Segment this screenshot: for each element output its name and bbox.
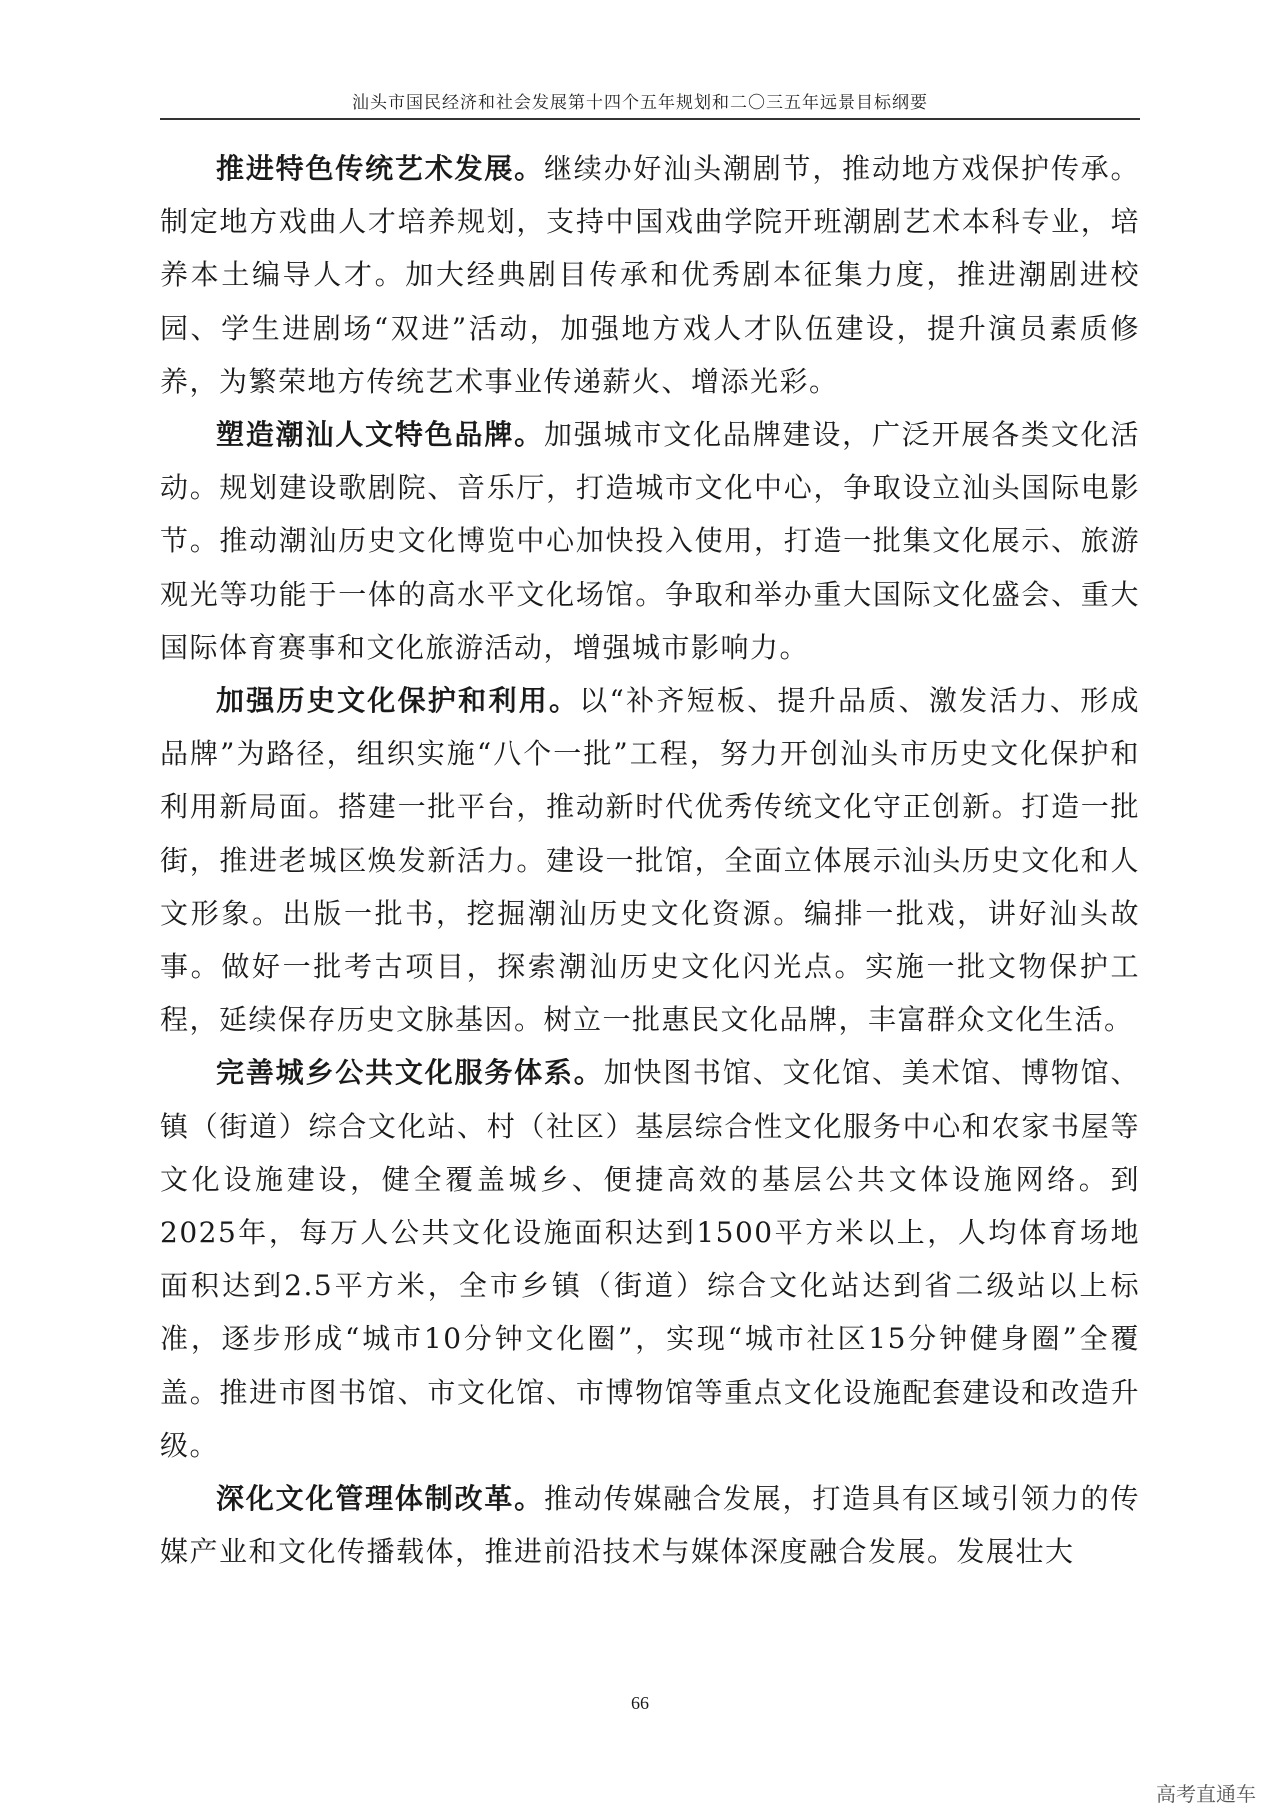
watermark: 高考直通车 bbox=[1156, 1782, 1256, 1806]
paragraph-public-services bbox=[160, 1046, 1140, 1472]
paragraph-traditional-arts bbox=[160, 142, 1140, 408]
paragraph-heritage-protection bbox=[160, 674, 1140, 1046]
page-number: 66 bbox=[631, 1693, 649, 1713]
paragraph-text: 加快图书馆、文化馆、美术馆、博物馆、镇（街道）综合文化站、村（社区）基层综合性文化服务中心和农家书屋等文化设施建设，健全覆盖城乡、便捷高效的基层公共文体设施网络。到2025年，每万人公共文化设施面积达到1500平方米以上，人均体育场地面积达到2.5平方米，全市乡镇（街道）综合文化站达到省二级站以上标准，逐步形成“城市10分钟文化圈”，实现“城市社区15分钟健身圈”全覆盖。推进市图书馆、市文化馆、市博物馆等重点文化设施配套建设和改造升级。 bbox=[160, 1056, 1140, 1462]
paragraph-lead: 塑造潮汕人文特色品牌。 bbox=[216, 418, 544, 452]
paragraph-lead: 加强历史文化保护和利用。 bbox=[216, 684, 580, 718]
paragraph-text: 继续办好汕头潮剧节，推动地方戏保护传承。制定地方戏曲人才培养规划，支持中国戏曲学院开班潮剧艺术本科专业，培养本土编导人才。加大经典剧目传承和优秀剧本征集力度，推进潮剧进校园、学生进剧场“双进”活动，加强地方戏人才队伍建设，提升演员素质修养，为繁荣地方传统艺术事业传递薪火、增添光彩。 bbox=[160, 152, 1140, 398]
paragraph-text: 以“补齐短板、提升品质、激发活力、形成品牌”为路径，组织实施“八个一批”工程，努力开创汕头市历史文化保护和利用新局面。搭建一批平台，推动新时代优秀传统文化守正创新。打造一批街，推进老城区焕发新活力。建设一批馆，全面立体展示汕头历史文化和人文形象。出版一批书，挖掘潮汕历史文化资源。编排一批戏，讲好汕头故事。做好一批考古项目，探索潮汕历史文化闪光点。实施一批文物保护工程，延续保存历史文脉基因。树立一批惠民文化品牌，丰富群众文化生活。 bbox=[160, 684, 1140, 1037]
paragraph-text: 加强城市文化品牌建设，广泛开展各类文化活动。规划建设歌剧院、音乐厅，打造城市文化中心，争取设立汕头国际电影节。推动潮汕历史文化博览中心加快投入使用，打造一批集文化展示、旅游观光等功能于一体的高水平文化场馆。争取和举办重大国际文化盛会、重大国际体育赛事和文化旅游活动，增强城市影响力。 bbox=[160, 418, 1140, 664]
paragraph-cultural-brand bbox=[160, 408, 1140, 674]
document-body bbox=[160, 142, 1140, 1578]
header-divider bbox=[160, 118, 1140, 120]
paragraph-text: 推动传媒融合发展，打造具有区域引领力的传媒产业和文化传播载体，推进前沿技术与媒体深度融合发展。发展壮大 bbox=[160, 1482, 1140, 1569]
page-header: 汕头市国民经济和社会发展第十四个五年规划和二〇三五年远景目标纲要 bbox=[352, 93, 928, 113]
paragraph-lead: 完善城乡公共文化服务体系。 bbox=[216, 1056, 604, 1090]
paragraph-lead: 推进特色传统艺术发展。 bbox=[216, 152, 544, 185]
paragraph-lead: 深化文化管理体制改革。 bbox=[216, 1482, 544, 1516]
paragraph-management-reform bbox=[160, 1472, 1140, 1578]
